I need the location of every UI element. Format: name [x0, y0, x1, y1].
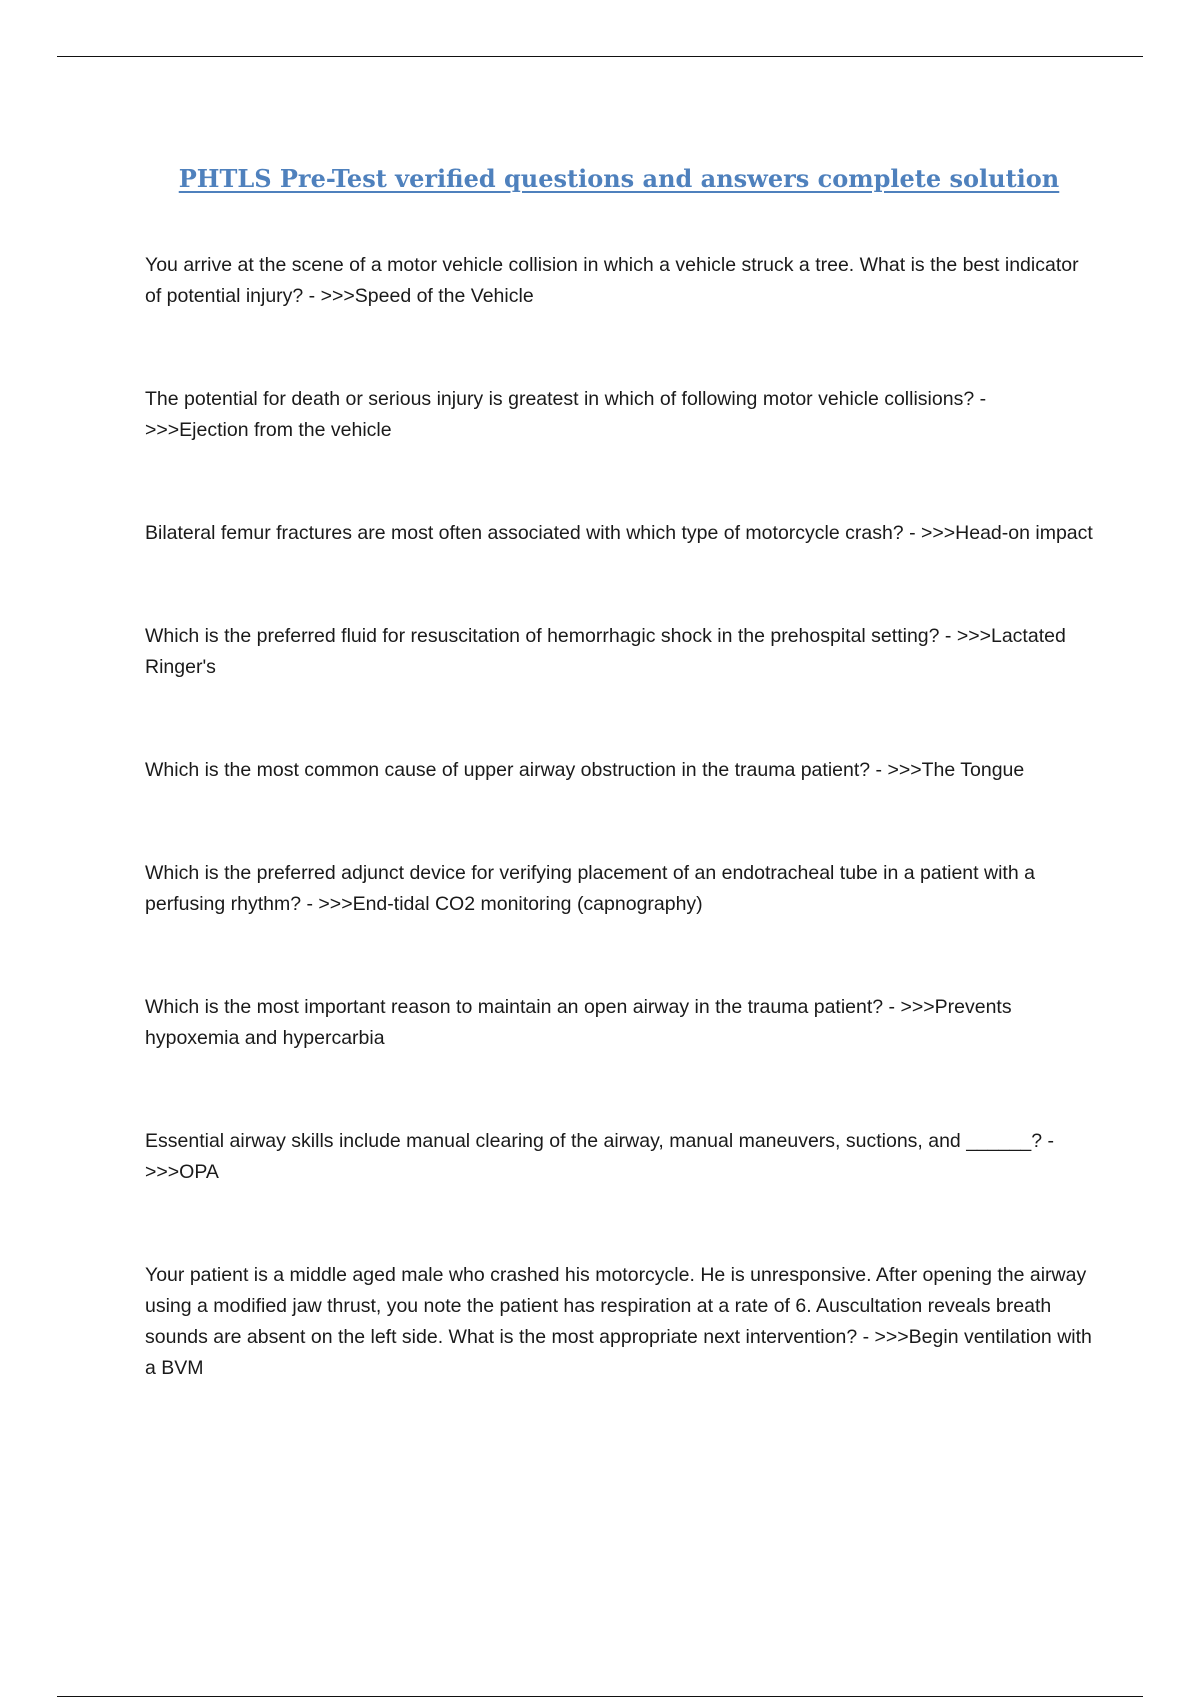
- answer-text: >>>Speed of the Vehicle: [320, 285, 534, 307]
- question-text: Your patient is a middle aged male who crashed his motorcycle. He is unresponsive. After opening the airway using a modified jaw thrust, you note the patient has respiration at a rate of 6. Auscultation reveals breath sounds are absent on the left side. What is the most appropriate next intervention? -: [145, 1264, 1087, 1348]
- bottom-rule: [57, 1696, 1143, 1697]
- qa-list: [145, 250, 1095, 1384]
- qa-item-6: [145, 858, 1095, 920]
- question-text: Which is the most important reason to maintain an open airway in the trauma patient? -: [145, 996, 896, 1018]
- document-title: PHTLS Pre-Test verified questions and answers complete solution: [178, 164, 1060, 193]
- question-text: The potential for death or serious injury is greatest in which of following motor vehicle collisions? -: [145, 388, 987, 410]
- qa-item-2: [145, 384, 1095, 446]
- question-text: Which is the most common cause of upper airway obstruction in the trauma patient? -: [145, 759, 883, 781]
- question-text: Bilateral femur fractures are most often associated with which type of motorcycle crash? -: [145, 522, 916, 544]
- qa-item-5: [145, 755, 1095, 786]
- question-text: Essential airway skills include manual clearing of the airway, manual maneuvers, suctions, and ______? -: [145, 1130, 1055, 1152]
- qa-item-1: [145, 250, 1095, 312]
- qa-item-9: [145, 1260, 1095, 1384]
- question-text: Which is the preferred fluid for resuscitation of hemorrhagic shock in the prehospital setting? -: [145, 625, 952, 647]
- answer-text: >>>Prevents hypoxemia and hypercarbia: [145, 996, 1012, 1049]
- answer-text: >>>The Tongue: [887, 759, 1025, 781]
- question-text: You arrive at the scene of a motor vehicle collision in which a vehicle struck a tree. What is the best indicator of potential injury? -: [145, 254, 1079, 307]
- question-text: Which is the preferred adjunct device for verifying placement of an endotracheal tube in a patient with a perfusing rhythm? -: [145, 862, 1035, 915]
- answer-text: >>>Begin ventilation with a BVM: [145, 1326, 1092, 1379]
- answer-text: >>>End-tidal CO2 monitoring (capnography): [318, 893, 703, 915]
- answer-text: >>>Lactated Ringer's: [145, 625, 1066, 678]
- top-rule: [57, 56, 1143, 57]
- qa-item-7: [145, 992, 1095, 1054]
- answer-text: >>>Head-on impact: [921, 522, 1093, 544]
- qa-item-3: [145, 518, 1095, 549]
- answer-text: >>>OPA: [145, 1161, 219, 1183]
- qa-item-4: [145, 621, 1095, 683]
- answer-text: >>>Ejection from the vehicle: [145, 419, 392, 441]
- qa-item-8: [145, 1126, 1095, 1188]
